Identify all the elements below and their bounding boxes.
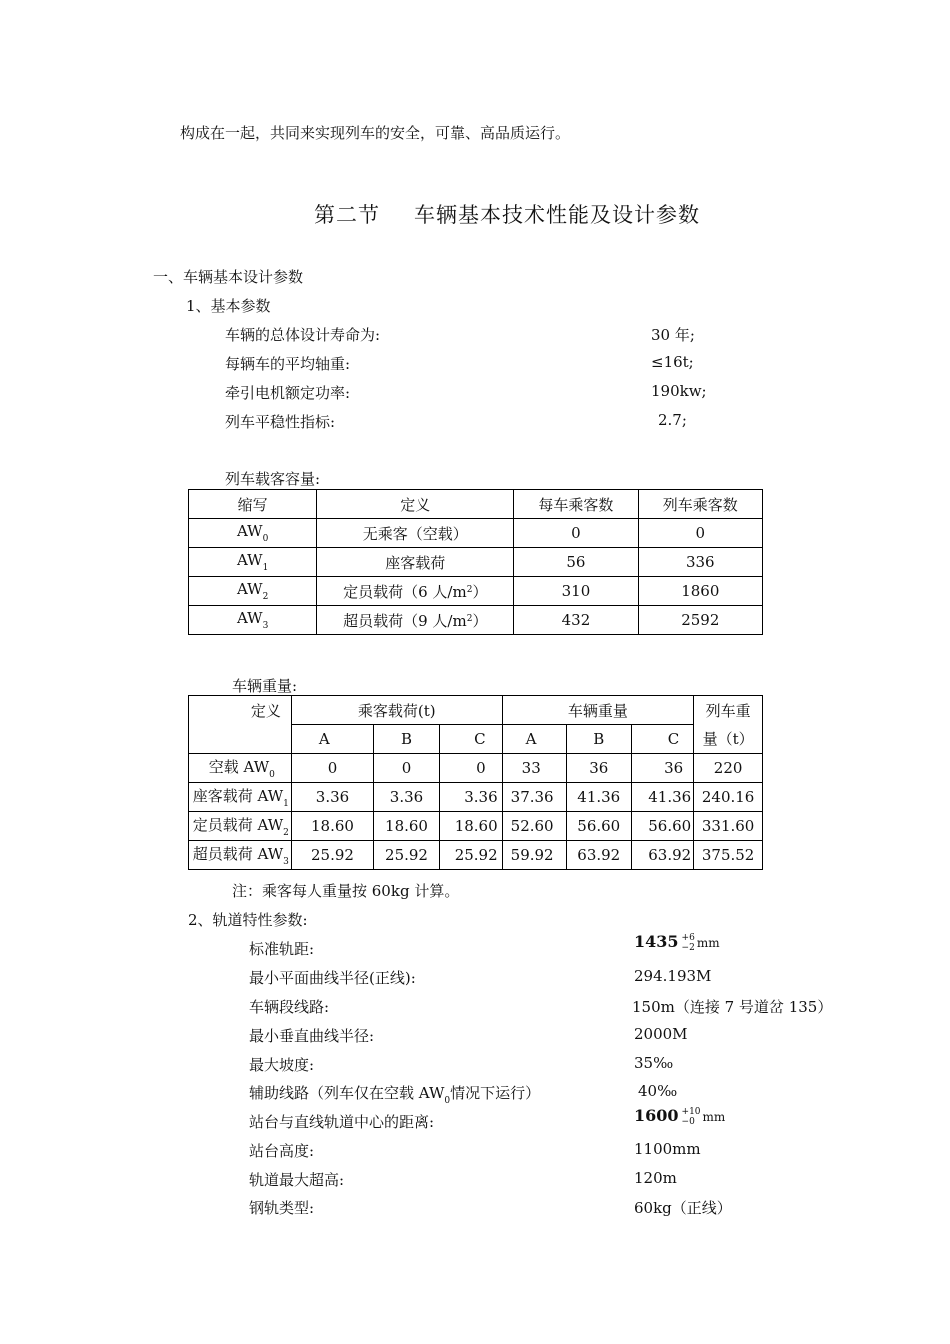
table-cell: 59.92 (502, 841, 566, 870)
capacity-heading: 列车载客容量: (225, 470, 321, 488)
track-value: 150m（连接 7 号道岔 135） (632, 998, 833, 1016)
param-label: 列车平稳性指标: (225, 413, 336, 431)
intro-line: 构成在一起，共同来实现列车的安全，可靠、高品质运行。 (180, 124, 571, 142)
table-cell: 18.60 (374, 812, 440, 841)
table-cell: 25.92 (439, 841, 502, 870)
table-cell: 375.52 (694, 841, 763, 870)
table-cell: 1860 (638, 577, 762, 606)
table-row (189, 548, 763, 577)
track-label: 车辆段线路: (249, 998, 330, 1016)
weight-table (188, 695, 763, 870)
track-value: 1100mm (634, 1140, 701, 1158)
table-header: 乘客载荷(t) (291, 696, 502, 725)
table-row (189, 577, 763, 606)
table-cell: 220 (694, 754, 763, 783)
track-value: 40‰ (638, 1082, 678, 1100)
table-header: 缩写 (189, 490, 317, 519)
table-cell: 56 (514, 548, 638, 577)
table-cell: 240.16 (694, 783, 763, 812)
table-cell: 座客载荷 (317, 548, 514, 577)
track-label: 标准轨距: (249, 940, 315, 958)
track-value: 60kg（正线） (634, 1199, 732, 1217)
param-label: 每辆车的平均轴重: (225, 355, 351, 373)
table-header-row (189, 490, 763, 519)
table-cell: $AW_3$ (189, 606, 317, 635)
table-cell: 331.60 (694, 812, 763, 841)
table-cell: 52.60 (502, 812, 566, 841)
table-cell: 3.36 (291, 783, 373, 812)
table-cell: 超员载荷 $AW_3$ (189, 841, 292, 870)
param-label: 车辆的总体设计寿命为: (225, 326, 381, 344)
table-header-empty (189, 725, 292, 754)
table-header: 每车乘客数 (514, 490, 638, 519)
table-cell: $AW_1$ (189, 548, 317, 577)
table-header: A (502, 725, 566, 754)
table-cell: 0 (439, 754, 502, 783)
section-title: 车辆基本技术性能及设计参数 (414, 203, 700, 227)
table-cell: 超员载荷（9 人$/m^2$） (317, 606, 514, 635)
track-value: 2000M (634, 1025, 688, 1043)
table-cell: 56.60 (566, 812, 632, 841)
weight-heading: 车辆重量: (232, 677, 298, 695)
table-cell: 3.36 (374, 783, 440, 812)
basic-params-heading: 1、基本参数 (186, 297, 271, 315)
table-row (189, 783, 763, 812)
table-cell: 33 (502, 754, 566, 783)
track-label: 最小垂直曲线半径: (249, 1027, 375, 1045)
param-value: 2.7; (658, 411, 687, 429)
table-cell: 无乘客（空载） (317, 519, 514, 548)
table-header: 量（t） (694, 725, 763, 754)
table-cell: 0 (374, 754, 440, 783)
table-header: B (374, 725, 440, 754)
table-cell: 36 (566, 754, 632, 783)
capacity-table (188, 489, 763, 635)
table-header: 列车重 (694, 696, 763, 725)
table-cell: 0 (514, 519, 638, 548)
table-header-row (189, 696, 763, 725)
param-value: 190kw; (651, 382, 707, 400)
track-value: 294.193M (634, 967, 712, 985)
table-cell: $AW_0$ (189, 519, 317, 548)
weight-note: 注：乘客每人重量按 60kg 计算。 (232, 882, 460, 900)
table-cell: 0 (291, 754, 373, 783)
table-header: 定义 (317, 490, 514, 519)
track-heading: 2、轨道特性参数: (188, 911, 308, 929)
table-header: A (291, 725, 373, 754)
table-cell: 座客载荷 $AW_1$ (189, 783, 292, 812)
table-cell: $AW_2$ (189, 577, 317, 606)
table-header: 定义 (189, 696, 292, 725)
table-header: C (632, 725, 694, 754)
param-label: 牵引电机额定功率: (225, 384, 351, 402)
table-row (189, 841, 763, 870)
track-label: 最大坡度: (249, 1056, 315, 1074)
table-header: B (566, 725, 632, 754)
param-value: 30 年; (651, 326, 695, 344)
table-cell: 2592 (638, 606, 762, 635)
table-cell: 18.60 (439, 812, 502, 841)
table-cell: 63.92 (632, 841, 694, 870)
table-cell: 41.36 (632, 783, 694, 812)
table-cell: 56.60 (632, 812, 694, 841)
table-header: C (439, 725, 502, 754)
table-cell: 336 (638, 548, 762, 577)
table-header: 列车乘客数 (638, 490, 762, 519)
table-cell: 25.92 (291, 841, 373, 870)
table-cell: 37.36 (502, 783, 566, 812)
track-label: 站台高度: (249, 1142, 315, 1160)
table-cell: 310 (514, 577, 638, 606)
table-cell: 432 (514, 606, 638, 635)
table-cell: 25.92 (374, 841, 440, 870)
table-cell: 3.36 (439, 783, 502, 812)
table-cell: 41.36 (566, 783, 632, 812)
table-subheader-row (189, 725, 763, 754)
table-cell: 定员载荷（6 人$/m^2$） (317, 577, 514, 606)
track-label: 轨道最大超高: (249, 1171, 345, 1189)
track-value-platform-distance: 1600 +10 −0 mm (634, 1106, 726, 1127)
table-row (189, 812, 763, 841)
table-cell: 0 (638, 519, 762, 548)
section-title-number: 第二节 (314, 203, 380, 227)
table-cell: 36 (632, 754, 694, 783)
table-cell: 定员载荷 $AW_2$ (189, 812, 292, 841)
track-value: 35‰ (634, 1054, 674, 1072)
param-value: ≤16t; (651, 353, 694, 371)
table-cell: 63.92 (566, 841, 632, 870)
track-label: 钢轨类型: (249, 1199, 315, 1217)
table-row (189, 754, 763, 783)
table-cell: 18.60 (291, 812, 373, 841)
table-row (189, 606, 763, 635)
track-label: 辅助线路（列车仅在空载 $AW_0$情况下运行） (249, 1084, 541, 1106)
table-header: 车辆重量 (502, 696, 694, 725)
part-heading: 一、车辆基本设计参数 (153, 268, 304, 286)
track-label: 站台与直线轨道中心的距离: (249, 1113, 435, 1131)
table-cell: 空载 $AW_0$ (189, 754, 292, 783)
track-value-gauge: 1435 +6 −2 mm (634, 932, 720, 953)
table-row (189, 519, 763, 548)
track-label: 最小平面曲线半径(正线): (249, 969, 416, 987)
track-value: 120m (634, 1169, 677, 1187)
